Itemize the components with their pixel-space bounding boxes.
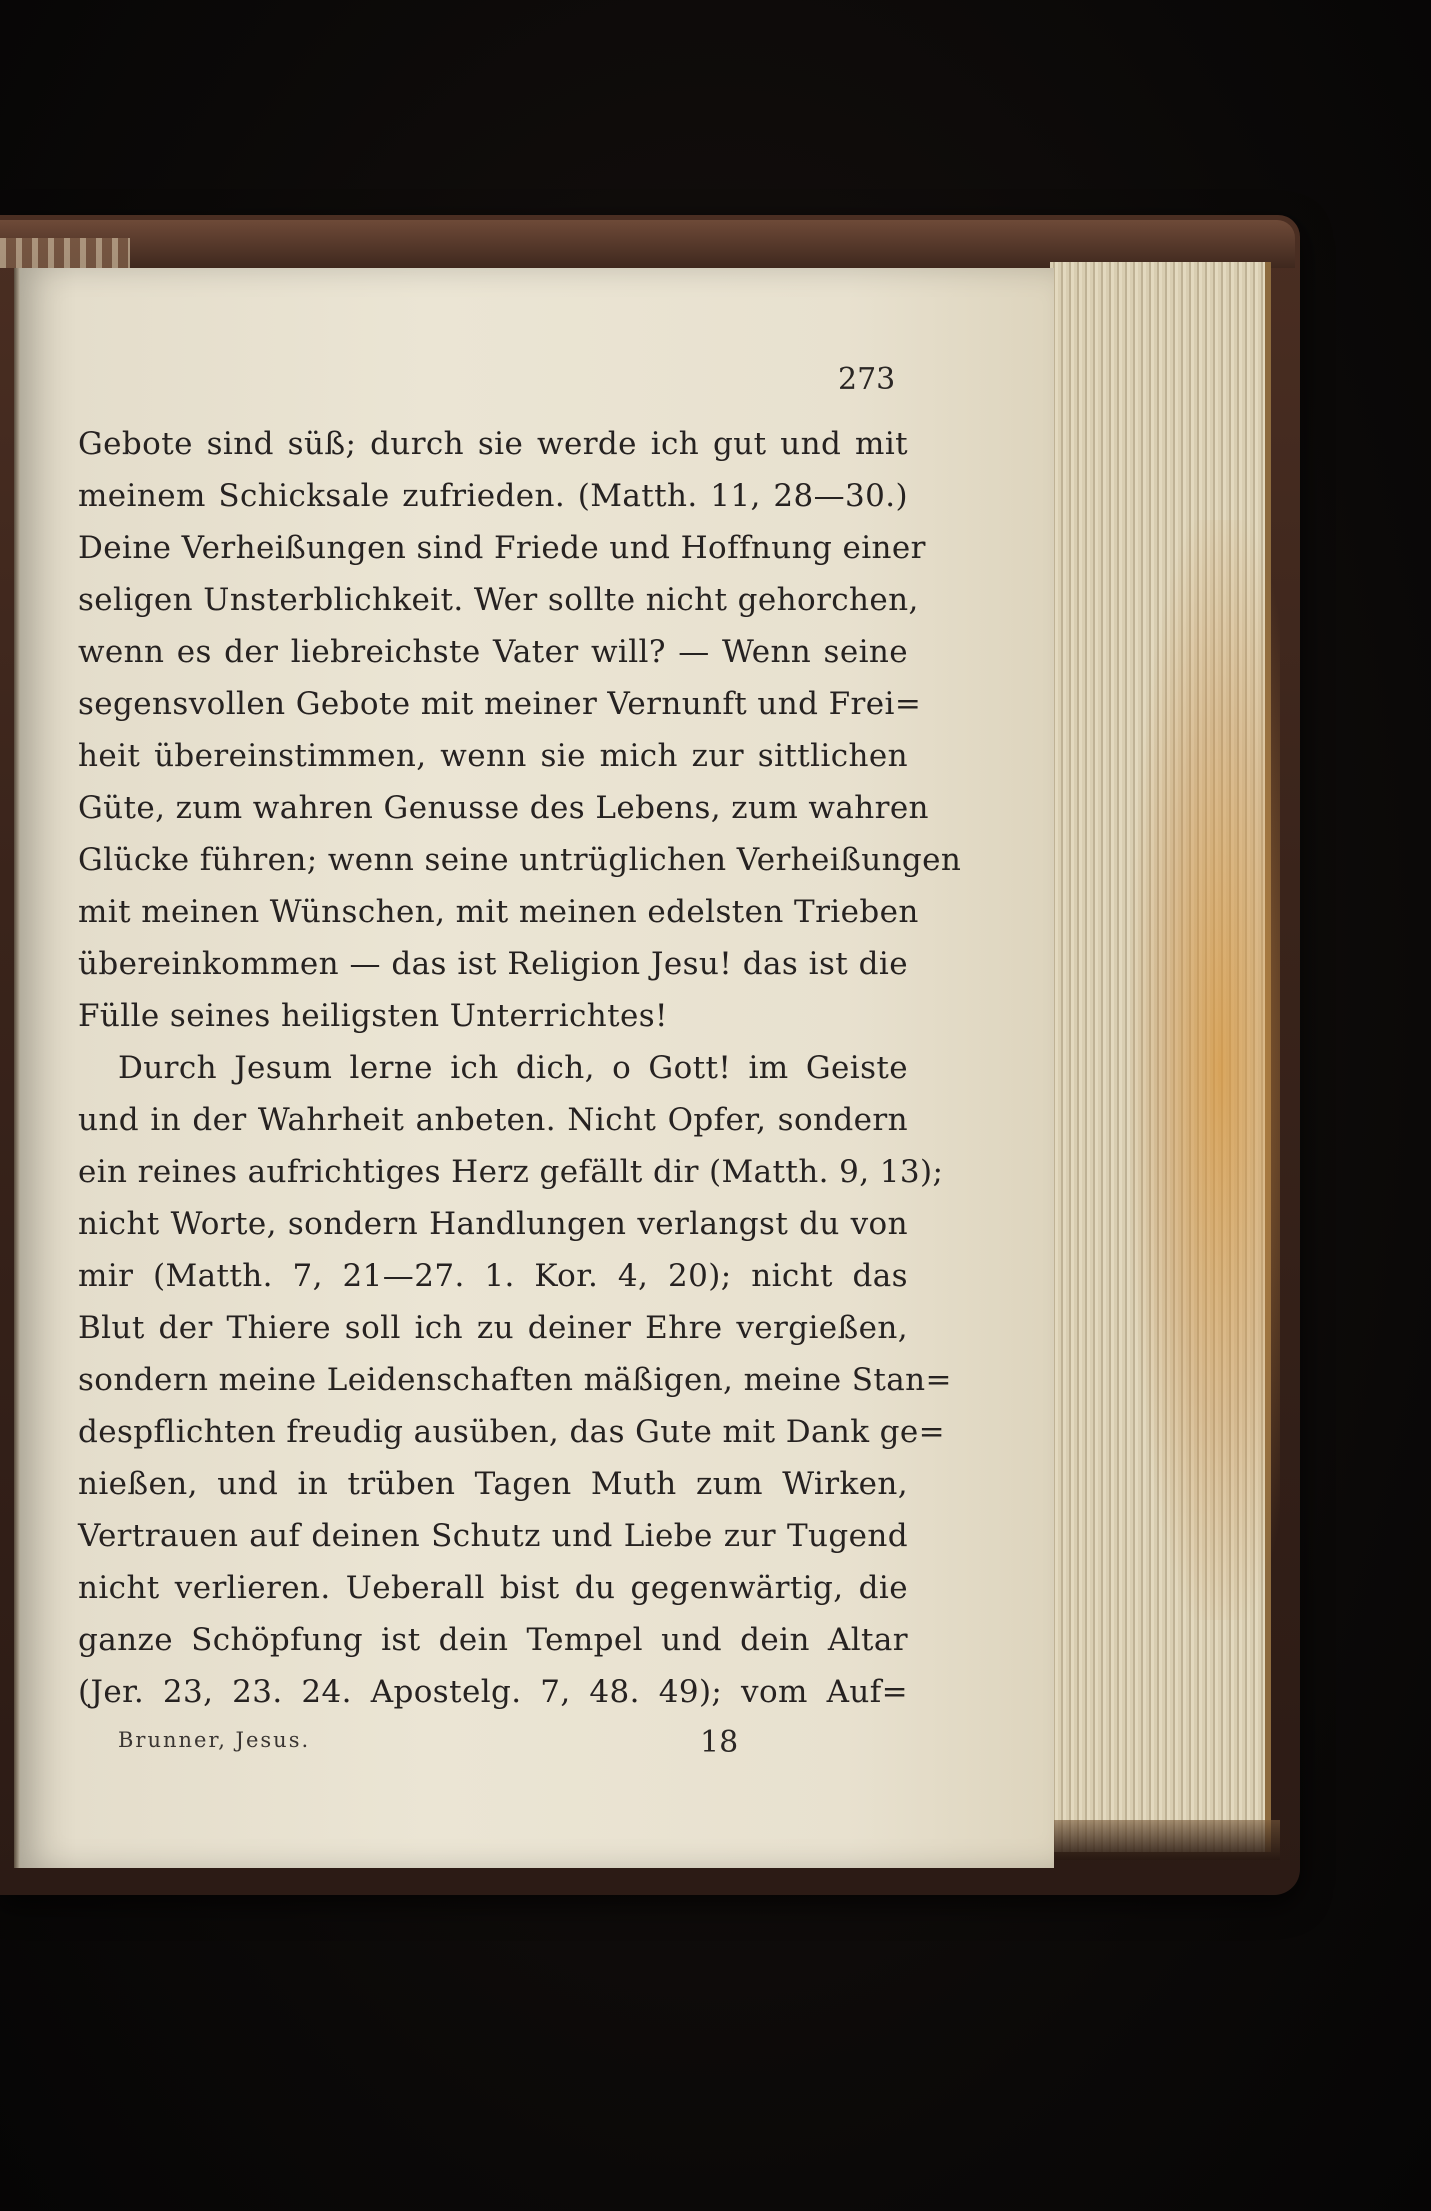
text-line: Deine Verheißungen sind Friede und Hoffnung einer	[78, 530, 926, 566]
text-line: Glücke führen; wenn seine untrüglichen Verheißungen	[78, 842, 962, 878]
text-line: Gebote sind süß; durch sie werde ich gut und mit	[78, 426, 908, 462]
page-edge-shadow	[1050, 1820, 1280, 1860]
text-line: wenn es der liebreichste Vater will? — Wenn seine	[78, 634, 908, 670]
text-line: ganze Schöpfung ist dein Tempel und dein Altar	[78, 1622, 908, 1658]
text-line: Vertrauen auf deinen Schutz und Liebe zur Tugend	[78, 1518, 908, 1554]
text-line: übereinkommen — das ist Religion Jesu! das ist die	[78, 946, 908, 982]
text-line: mir (Matth. 7, 21—27. 1. Kor. 4, 20); nicht das	[78, 1258, 908, 1294]
printer-signature: Brunner, Jesus.	[118, 1728, 311, 1752]
sheet-number: 18	[700, 1725, 739, 1760]
text-line: meinem Schicksale zufrieden. (Matth. 11, 28—30.)	[78, 478, 908, 514]
text-line: Güte, zum wahren Genusse des Lebens, zum wahren	[78, 790, 929, 826]
text-line: nicht Worte, sondern Handlungen verlangst du von	[78, 1206, 908, 1242]
text-line: und in der Wahrheit anbeten. Nicht Opfer, sondern	[78, 1102, 908, 1138]
text-line: Fülle seines heiligsten Unterrichtes!	[78, 998, 668, 1034]
page-number: 273	[838, 362, 896, 397]
text-line: ein reines aufrichtiges Herz gefällt dir (Matth. 9, 13);	[78, 1154, 944, 1190]
text-line: Blut der Thiere soll ich zu deiner Ehre vergießen,	[78, 1310, 908, 1346]
text-line: segensvollen Gebote mit meiner Vernunft und Frei=	[78, 686, 922, 722]
text-line: nießen, und in trüben Tagen Muth zum Wirken,	[78, 1466, 908, 1502]
text-line: heit übereinstimmen, wenn sie mich zur sittlichen	[78, 738, 908, 774]
book-cover-top-edge	[0, 220, 1295, 268]
text-line: (Jer. 23, 23. 24. Apostelg. 7, 48. 49); vom Auf=	[78, 1674, 908, 1710]
text-line: despflichten freudig ausüben, das Gute mit Dank ge=	[78, 1414, 946, 1450]
spine-decoration	[0, 238, 130, 268]
text-line: sondern meine Leidenschaften mäßigen, meine Stan=	[78, 1362, 952, 1398]
text-line: nicht verlieren. Ueberall bist du gegenwärtig, die	[78, 1570, 908, 1606]
page-edge-stain	[1130, 520, 1280, 1620]
page-gutter	[14, 268, 20, 1868]
text-line: Durch Jesum lerne ich dich, o Gott! im Geiste	[118, 1050, 908, 1086]
text-line: seligen Unsterblichkeit. Wer sollte nicht gehorchen,	[78, 582, 919, 618]
text-line: mit meinen Wünschen, mit meinen edelsten Trieben	[78, 894, 919, 930]
